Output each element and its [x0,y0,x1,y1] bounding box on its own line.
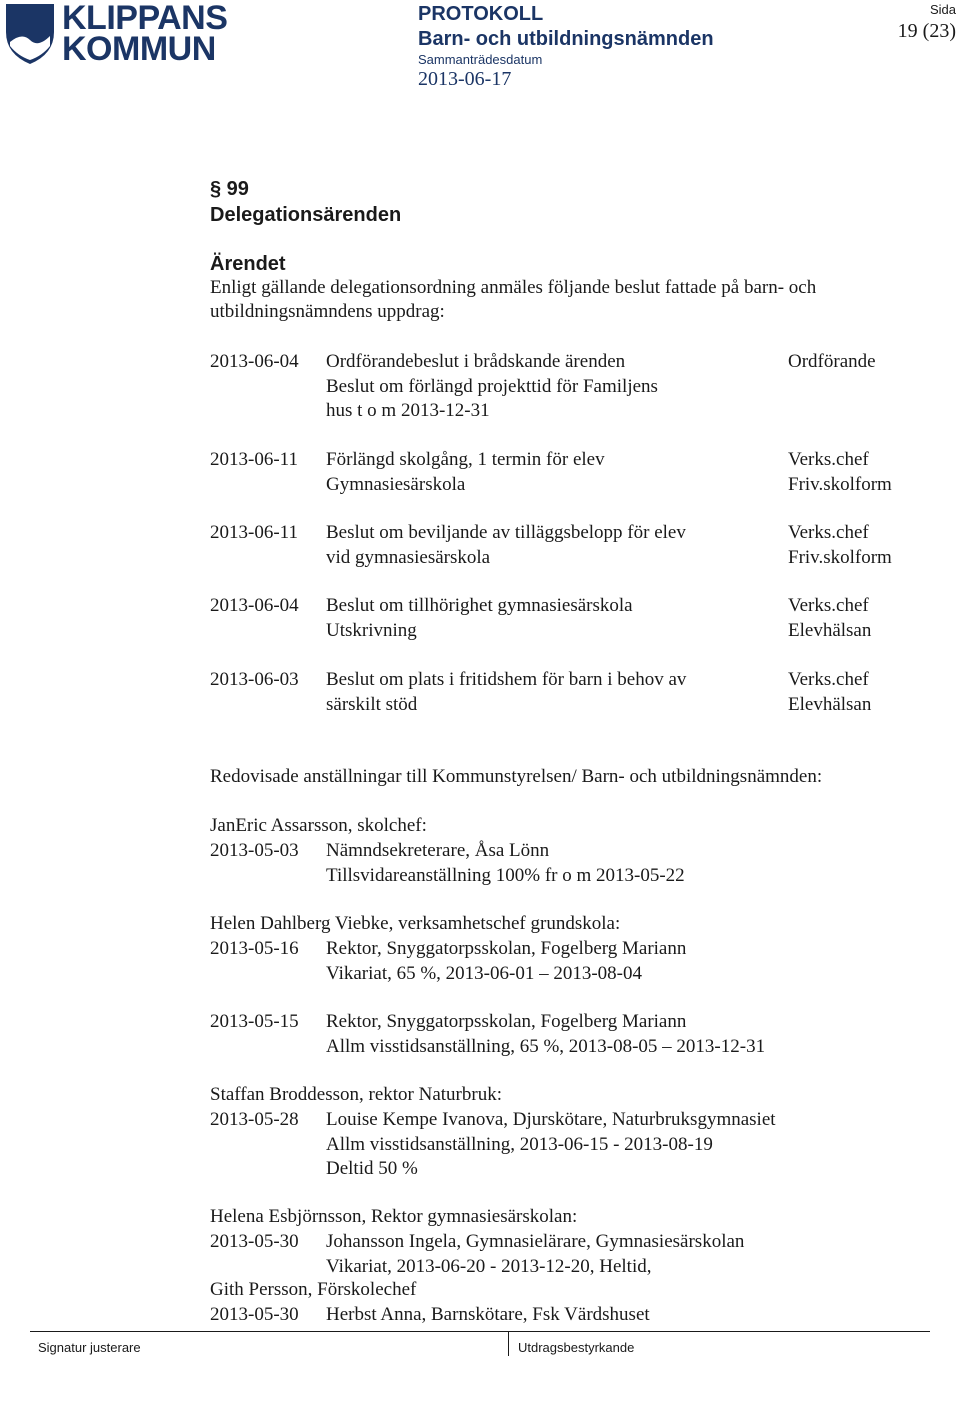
decision-delegate-line: Elevhälsan [788,693,872,715]
appointment-group-head: Staffan Broddesson, rektor Naturbruk: [210,1084,502,1105]
appointment-description-line: Tillsvidareanställning 100% fr o m 2013-05-22 [326,864,685,886]
decision-delegate [788,521,928,570]
decision-description-line: vid gymnasiesärskola [326,546,491,568]
appointment-date: 2013-05-03 [210,840,299,861]
decision-date: 2013-06-04 [210,595,299,616]
decision-description [326,668,786,717]
municipality-logo [4,0,228,68]
decision-date: 2013-06-11 [210,449,298,470]
decision-description-line: Ordförandebeslut i brådskande ärenden [326,351,626,372]
decision-description [326,448,786,497]
decision-description [326,350,786,424]
extract-certification-label: Utdragsbestyrkande [518,1340,635,1355]
appointment-description-line: Rektor, Snyggatorpsskolan, Fogelberg Mariann [326,1011,687,1032]
decision-delegate [788,448,928,497]
appointment-date: 2013-05-30 [210,1231,299,1252]
appointment-description [326,839,685,888]
decision-delegate-line: Ordförande [788,351,876,372]
page-footer [30,1331,930,1362]
decision-description-line: Förlängd skolgång, 1 termin för elev [326,449,605,470]
decision-delegate [788,350,928,375]
decision-delegate-line: Verks.chef [788,669,869,690]
coat-of-arms-icon [4,2,56,66]
appointment-date: 2013-05-28 [210,1109,299,1130]
appointment-group-head: Helen Dahlberg Viebke, verksamhetschef grundskola: [210,913,621,934]
decision-description-line: Beslut om beviljande av tilläggsbelopp för elev [326,522,686,543]
appointment-description-line: Allm visstidsanställning, 2013-06-15 - 2013-08-19 [326,1133,713,1155]
appointment-description-line: Deltid 50 % [326,1158,418,1179]
appointment-date: 2013-05-15 [210,1011,299,1032]
appointment-description-line: Johansson Ingela, Gymnasielärare, Gymnasiesärskolan [326,1231,745,1252]
paragraph-number: § 99 [210,178,249,200]
appointment-description-line: Rektor, Snyggatorpsskolan, Fogelberg Mariann [326,938,687,959]
decision-delegate-line: Elevhälsan [788,619,872,641]
decision-description-line: hus t o m 2013-12-31 [326,400,490,421]
signature-field-label: Signatur justerare [38,1340,141,1355]
appointment-description [326,1108,776,1182]
appointment-group-head: Helena Esbjörnsson, Rektor gymnasiesärskolan: [210,1206,578,1227]
decision-delegate-line: Friv.skolform [788,546,892,568]
decision-description-line: särskilt stöd [326,693,418,715]
appointment-description [326,1010,765,1059]
appointment-description-line: Vikariat, 65 %, 2013-06-01 – 2013-08-04 [326,962,642,984]
appointment-group-head: JanEric Assarsson, skolchef: [210,815,427,836]
appointment-description-line: Louise Kempe Ivanova, Djurskötare, Naturbruksgymnasiet [326,1109,776,1130]
decision-delegate-line: Friv.skolform [788,473,892,495]
appointment-description-line: Allm visstidsanställning, 65 %, 2013-08-05 – 2013-12-31 [326,1035,766,1057]
decision-description-line: Utskrivning [326,619,417,641]
page-number: 19 (23) [897,20,956,42]
appointment-description [326,937,686,986]
decision-description-line: Gymnasiesärskola [326,473,466,495]
section-heading: Ärendet [210,253,286,275]
logo-text-line1: KLIPPANS [62,0,228,37]
appointment-description-line: Herbst Anna, Barnskötare, Fsk Värdshuset [326,1304,650,1325]
committee-name: Barn- och utbildningsnämnden [418,28,714,50]
decision-delegate [788,668,928,717]
decision-delegate-line: Verks.chef [788,522,869,543]
page-label: Sida [929,2,956,17]
appointments-intro: Redovisade anställningar till Kommunstyrelsen/ Barn- och utbildningsnämnden: [210,766,823,787]
decision-delegate-line: Verks.chef [788,449,869,470]
decision-delegate [788,594,928,643]
footer-divider [508,1332,509,1356]
appointment-description-line: Vikariat, 2013-06-20 - 2013-12-20, Heltid, [326,1255,652,1277]
section-title: Delegationsärenden [210,204,402,226]
intro-text-line2: utbildningsnämndens uppdrag: [210,301,445,322]
appointment-group-head: Gith Persson, Förskolechef [210,1279,417,1300]
logo-text-line2: KOMMUN [62,30,216,68]
appointment-description [326,1230,744,1279]
decision-delegate-line: Verks.chef [788,595,869,616]
decision-description-line: Beslut om plats i fritidshem för barn i behov av [326,669,687,690]
meeting-date-label: Sammanträdesdatum [418,52,543,67]
appointment-description [326,1303,650,1328]
document-type: PROTOKOLL [418,3,544,25]
decision-date: 2013-06-11 [210,522,298,543]
decision-date: 2013-06-03 [210,669,299,690]
appointment-description-line: Nämndsekreterare, Åsa Lönn [326,840,550,861]
decision-description [326,594,786,643]
decision-date: 2013-06-04 [210,351,299,372]
decision-description [326,521,786,570]
appointment-date: 2013-05-30 [210,1304,299,1325]
meeting-date: 2013-06-17 [418,68,512,90]
appointment-date: 2013-05-16 [210,938,299,959]
intro-text-line1: Enligt gällande delegationsordning anmäles följande beslut fattade på barn- och [210,277,817,298]
decision-description-line: Beslut om förlängd projekttid för Familjens [326,375,658,397]
decision-description-line: Beslut om tillhörighet gymnasiesärskola [326,595,633,616]
